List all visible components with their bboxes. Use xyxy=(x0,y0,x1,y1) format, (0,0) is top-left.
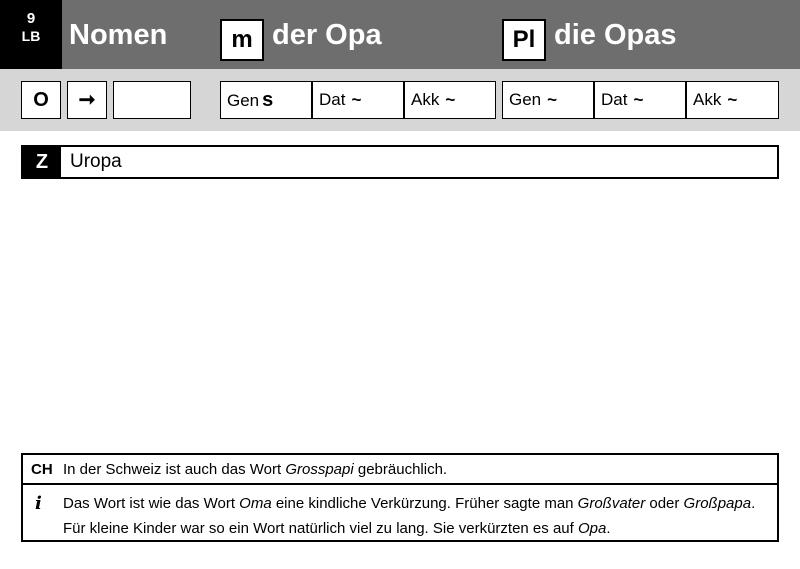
case-label: Gen xyxy=(227,91,260,110)
level-number: 9 xyxy=(26,10,36,27)
info-word-2: Großvater xyxy=(577,495,646,512)
compound-word: Uropa xyxy=(70,151,122,172)
blank-box xyxy=(113,81,191,119)
header-bar xyxy=(0,0,800,69)
swiss-note-post: gebräuchlich. xyxy=(353,461,448,478)
info-word-4: Opa xyxy=(577,520,607,537)
level-code: LB xyxy=(21,28,41,44)
notes-box xyxy=(21,453,779,542)
plural-accusative-cell xyxy=(686,81,779,119)
level-badge xyxy=(0,0,62,69)
info-part-5: . xyxy=(606,520,611,537)
info-icon: i xyxy=(35,493,42,514)
gender-marker: m xyxy=(220,19,264,61)
arrow-icon: ➞ xyxy=(67,81,107,119)
plural-form: die Opas xyxy=(554,19,677,51)
plural-marker: Pl xyxy=(502,19,546,61)
case-label: Dat xyxy=(601,90,628,109)
case-label: Gen xyxy=(509,90,542,109)
info-word-3: Großpapa xyxy=(683,495,752,512)
case-strip xyxy=(0,69,800,131)
singular-accusative-cell xyxy=(404,81,496,119)
plural-genitive-cell xyxy=(502,81,594,119)
compound-label: Z xyxy=(23,147,61,177)
box-o: O xyxy=(21,81,61,119)
info-part-1: Das Wort ist wie das Wort xyxy=(63,495,240,512)
case-ending: ~ xyxy=(351,90,362,109)
case-ending: s xyxy=(262,89,274,111)
ch-label: CH xyxy=(31,461,53,478)
case-ending: ~ xyxy=(445,90,456,109)
info-word-1: Oma xyxy=(239,495,272,512)
singular-genitive-cell xyxy=(220,81,312,119)
compound-row xyxy=(21,145,779,179)
case-label: Dat xyxy=(319,90,346,109)
swiss-note-word: Grosspapi xyxy=(285,461,354,478)
case-label: Akk xyxy=(411,90,440,109)
case-ending: ~ xyxy=(547,90,558,109)
info-part-2: eine kindliche Verkürzung. Früher sagte man xyxy=(271,495,578,512)
plural-dative-cell xyxy=(594,81,686,119)
info-note-text xyxy=(63,491,763,541)
case-ending: ~ xyxy=(633,90,644,109)
info-part-4: . Für kleine Kinder war so ein Wort natürlich viel zu lang. Sie verkürzten es auf xyxy=(63,495,756,537)
info-part-3: oder xyxy=(645,495,684,512)
case-ending: ~ xyxy=(727,90,738,109)
swiss-note-text xyxy=(63,460,447,480)
swiss-note-pre: In der Schweiz ist auch das Wort xyxy=(63,461,286,478)
singular-form: der Opa xyxy=(272,19,382,51)
case-label: Akk xyxy=(693,90,722,109)
word-class-title: Nomen xyxy=(69,19,168,51)
swiss-note xyxy=(23,455,777,485)
singular-dative-cell xyxy=(312,81,404,119)
